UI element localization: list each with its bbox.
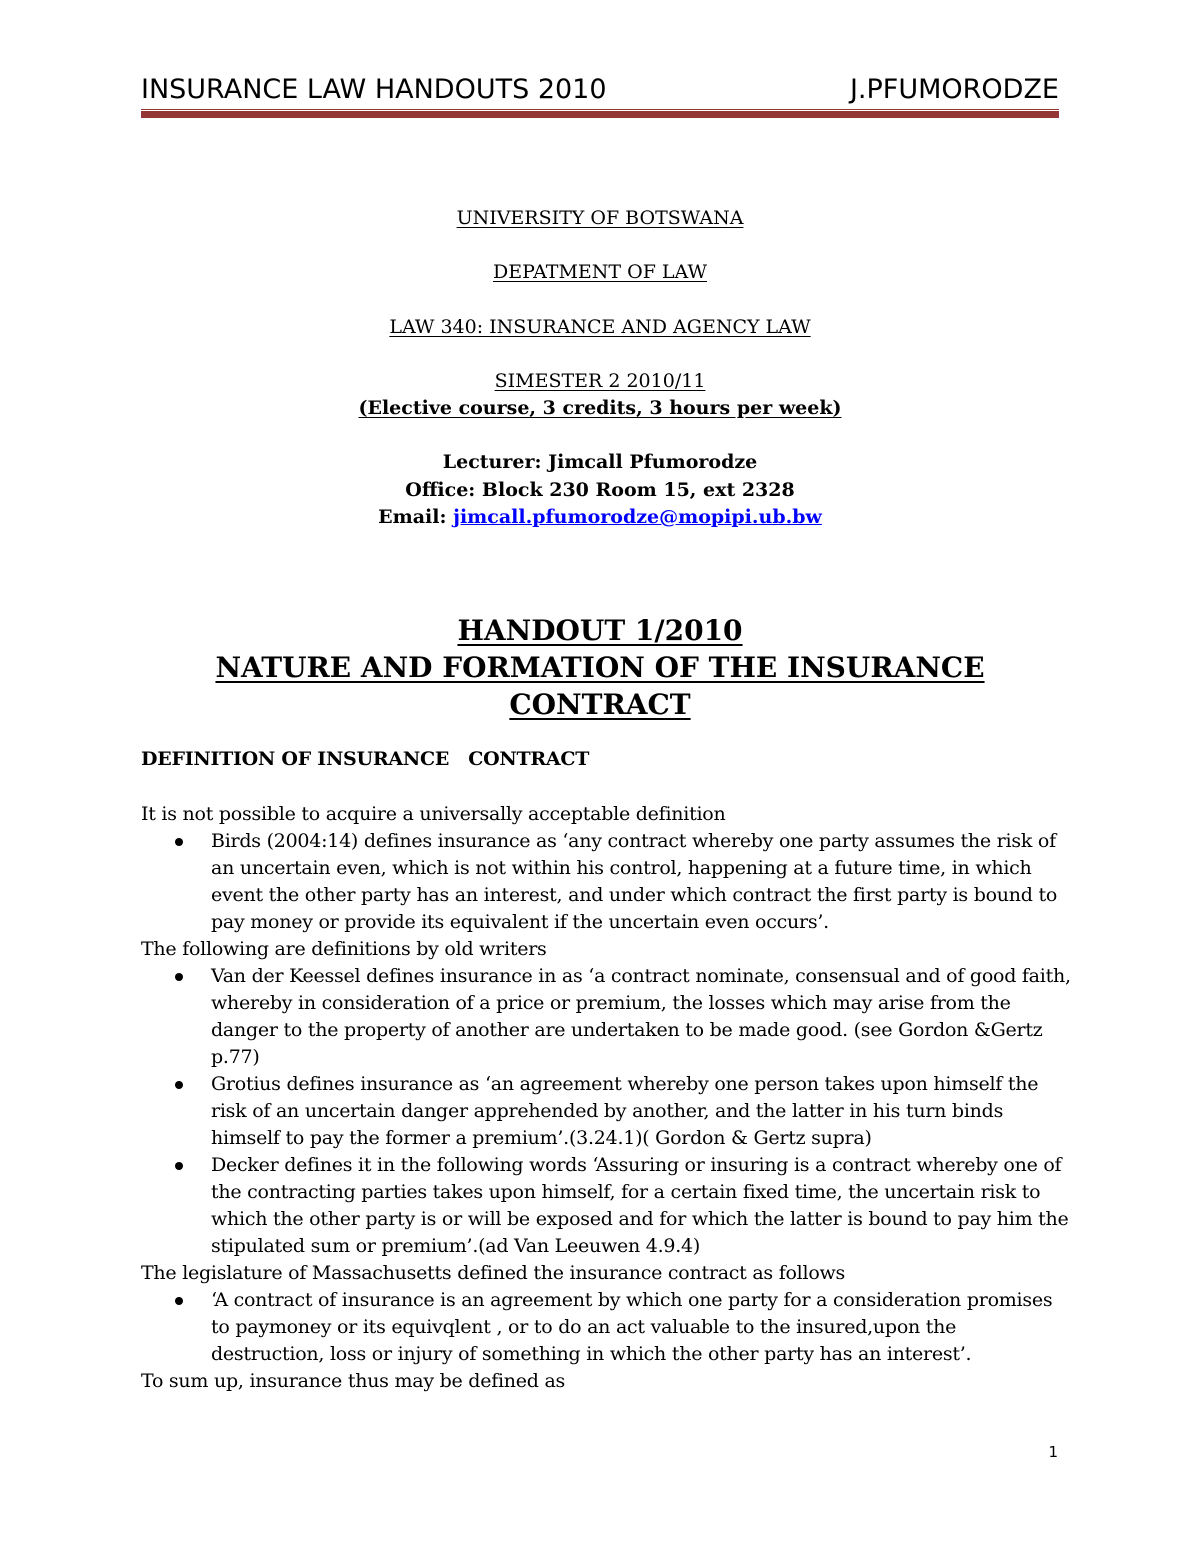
bullet-icon [175,1081,183,1089]
sum-up-paragraph: To sum up, insurance thus may be defined as [141,1370,566,1392]
course-note-line [141,395,1059,422]
header-rule [141,111,1059,118]
bullet-text: Decker defines it in the following words ‘Assuring or insuring is a contract whereby one of the contracting parties takes upon himself, for a certain fixed time, the uncertain risk to which the other party is or will be exposed and for which the latter is bound to pay him the stipulated sum or premium’.(ad Van Leeuwen 4.9.4) [211,1154,1069,1257]
list-item [141,1071,1071,1152]
old-writers-paragraph: The following are definitions by old writers [141,938,547,960]
definition-body [141,801,1071,1395]
department-line [141,259,1059,286]
lecturer-label: Lecturer: [442,451,542,473]
header-title: INSURANCE LAW HANDOUTS 2010 [141,74,607,105]
course-line [141,314,1059,341]
bullet-text: Grotius defines insurance as ‘an agreement whereby one person takes upon himself the risk of an uncertain danger apprehended by another, and the latter in his turn binds himself to pay the former a premium’.(3.24.1)( Gordon & Gertz supra) [211,1073,1039,1149]
intro-paragraph: It is not possible to acquire a universally acceptable definition [141,803,726,825]
header-author: J.PFUMORODZE [849,74,1059,105]
lecturer-line [141,449,1059,476]
semester: SIMESTER 2 2010/11 [494,370,706,392]
bullet-list-birds [141,828,1071,936]
section-heading-block [141,746,1071,773]
office-info: Office: Block 230 Room 15, ext 2328 [405,479,795,501]
list-item [141,1287,1071,1368]
list-item [141,1152,1071,1260]
header-rule-thin [141,109,1059,110]
department-name: DEPATMENT OF LAW [492,261,708,283]
university-line [141,205,1059,232]
bullet-icon [175,838,183,846]
university-name: UNIVERSITY OF BOTSWANA [456,207,744,229]
bullet-icon [175,973,183,981]
office-line [141,477,1059,504]
semester-line [141,368,1059,395]
bullet-icon [175,1162,183,1170]
email-line [141,504,1059,531]
list-item [141,963,1071,1071]
email-label: Email: [378,506,447,528]
handout-title-line1: NATURE AND FORMATION OF THE INSURANCE [215,651,985,684]
bullet-list-old-writers [141,963,1071,1260]
bullet-text: Van der Keessel defines insurance in as ‘a contract nominate, consensual and of good faith, whereby in consideration of a price or premium, the losses which may arise from the danger to the property of another are undertaken to be made good. (see Gordon &Gertz p.77) [211,965,1071,1068]
course-name: LAW 340: INSURANCE AND AGENCY LAW [389,316,811,338]
page-number: 1 [1048,1443,1058,1461]
email-link[interactable]: jimcall.pfumorodze@mopipi.ub.bw [453,506,822,528]
bullet-list-massachusetts [141,1287,1071,1368]
bullet-icon [175,1297,183,1305]
bullet-text: ‘A contract of insurance is an agreement by which one party for a consideration promises to paymoney or its equivqlent , or to do an act valuable to the insured,upon the destruction, loss or injury of something in which the other party has an interest’. [211,1289,1053,1365]
bullet-text: Birds (2004:14) defines insurance as ‘any contract whereby one party assumes the risk of an uncertain even, which is not within his control, happening at a future time, in which event the other party has an interest, and under which contract the first party is bound to pay money or provide its equivalent if the uncertain even occurs’. [211,830,1058,933]
handout-number: HANDOUT 1/2010 [457,614,743,647]
list-item [141,828,1071,936]
handout-title-line2: CONTRACT [509,688,691,721]
section-heading: DEFINITION OF INSURANCE CONTRACT [141,748,590,770]
course-note: (Elective course, 3 credits, 3 hours per week) [358,397,842,419]
lecturer-name: Jimcall Pfumorodze [548,451,758,473]
massachusetts-paragraph: The legislature of Massachusetts defined the insurance contract as follows [141,1262,846,1284]
running-header [141,72,1059,108]
